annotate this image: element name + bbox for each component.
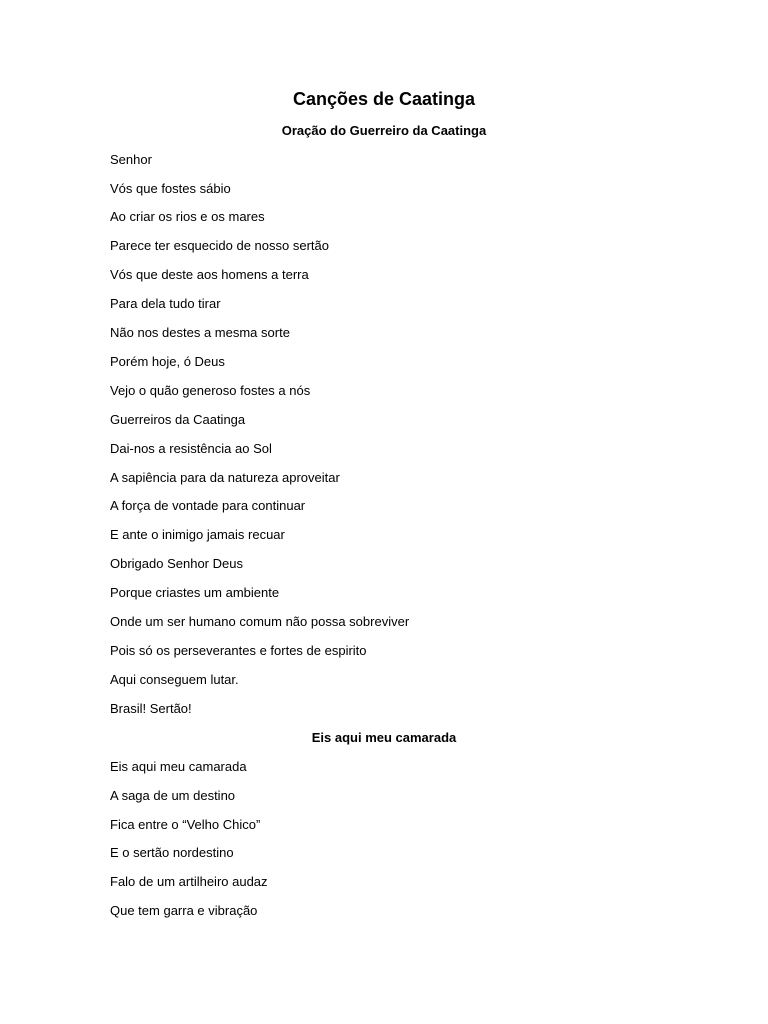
document-title: Canções de Caatinga (292, 89, 476, 109)
poem-line: E o sertão nordestino (110, 845, 234, 860)
poem-line: Onde um ser humano comum não possa sobreviver (110, 614, 410, 629)
poem-line: Vós que fostes sábio (110, 181, 231, 196)
poem-line: Não nos destes a mesma sorte (110, 325, 290, 340)
section-heading-eis-aqui: Eis aqui meu camarada (311, 730, 457, 745)
poem-line: Senhor (110, 152, 152, 167)
poem-line: Ao criar os rios e os mares (110, 209, 265, 224)
poem-line: Dai-nos a resistência ao Sol (110, 441, 272, 456)
poem-line: A sapiência para da natureza aproveitar (110, 470, 340, 485)
poem-line: Falo de um artilheiro audaz (110, 874, 268, 889)
poem-line: A força de vontade para continuar (110, 498, 306, 513)
poem-line: Pois só os perseverantes e fortes de espirito (110, 643, 367, 658)
poem-line: A saga de um destino (110, 788, 236, 803)
poem-line: Eis aqui meu camarada (110, 759, 247, 774)
poem-line: Parece ter esquecido de nosso sertão (110, 238, 329, 253)
poem-line: Para dela tudo tirar (110, 296, 221, 311)
poem-line: Guerreiros da Caatinga (110, 412, 246, 427)
poem-line: Que tem garra e vibração (110, 903, 258, 918)
poem-line: Porém hoje, ó Deus (110, 354, 225, 369)
poem-line: Fica entre o “Velho Chico” (110, 817, 261, 832)
section-heading-oracao: Oração do Guerreiro da Caatinga (281, 123, 487, 138)
poem-line: Vós que deste aos homens a terra (110, 267, 309, 282)
poem-line: Porque criastes um ambiente (110, 585, 280, 600)
poem-line: Vejo o quão generoso fostes a nós (110, 383, 311, 398)
poem-line: Aqui conseguem lutar. (110, 672, 239, 687)
poem-line: E ante o inimigo jamais recuar (110, 527, 285, 542)
poem-line: Brasil! Sertão! (110, 701, 192, 716)
poem-line: Obrigado Senhor Deus (110, 556, 243, 571)
